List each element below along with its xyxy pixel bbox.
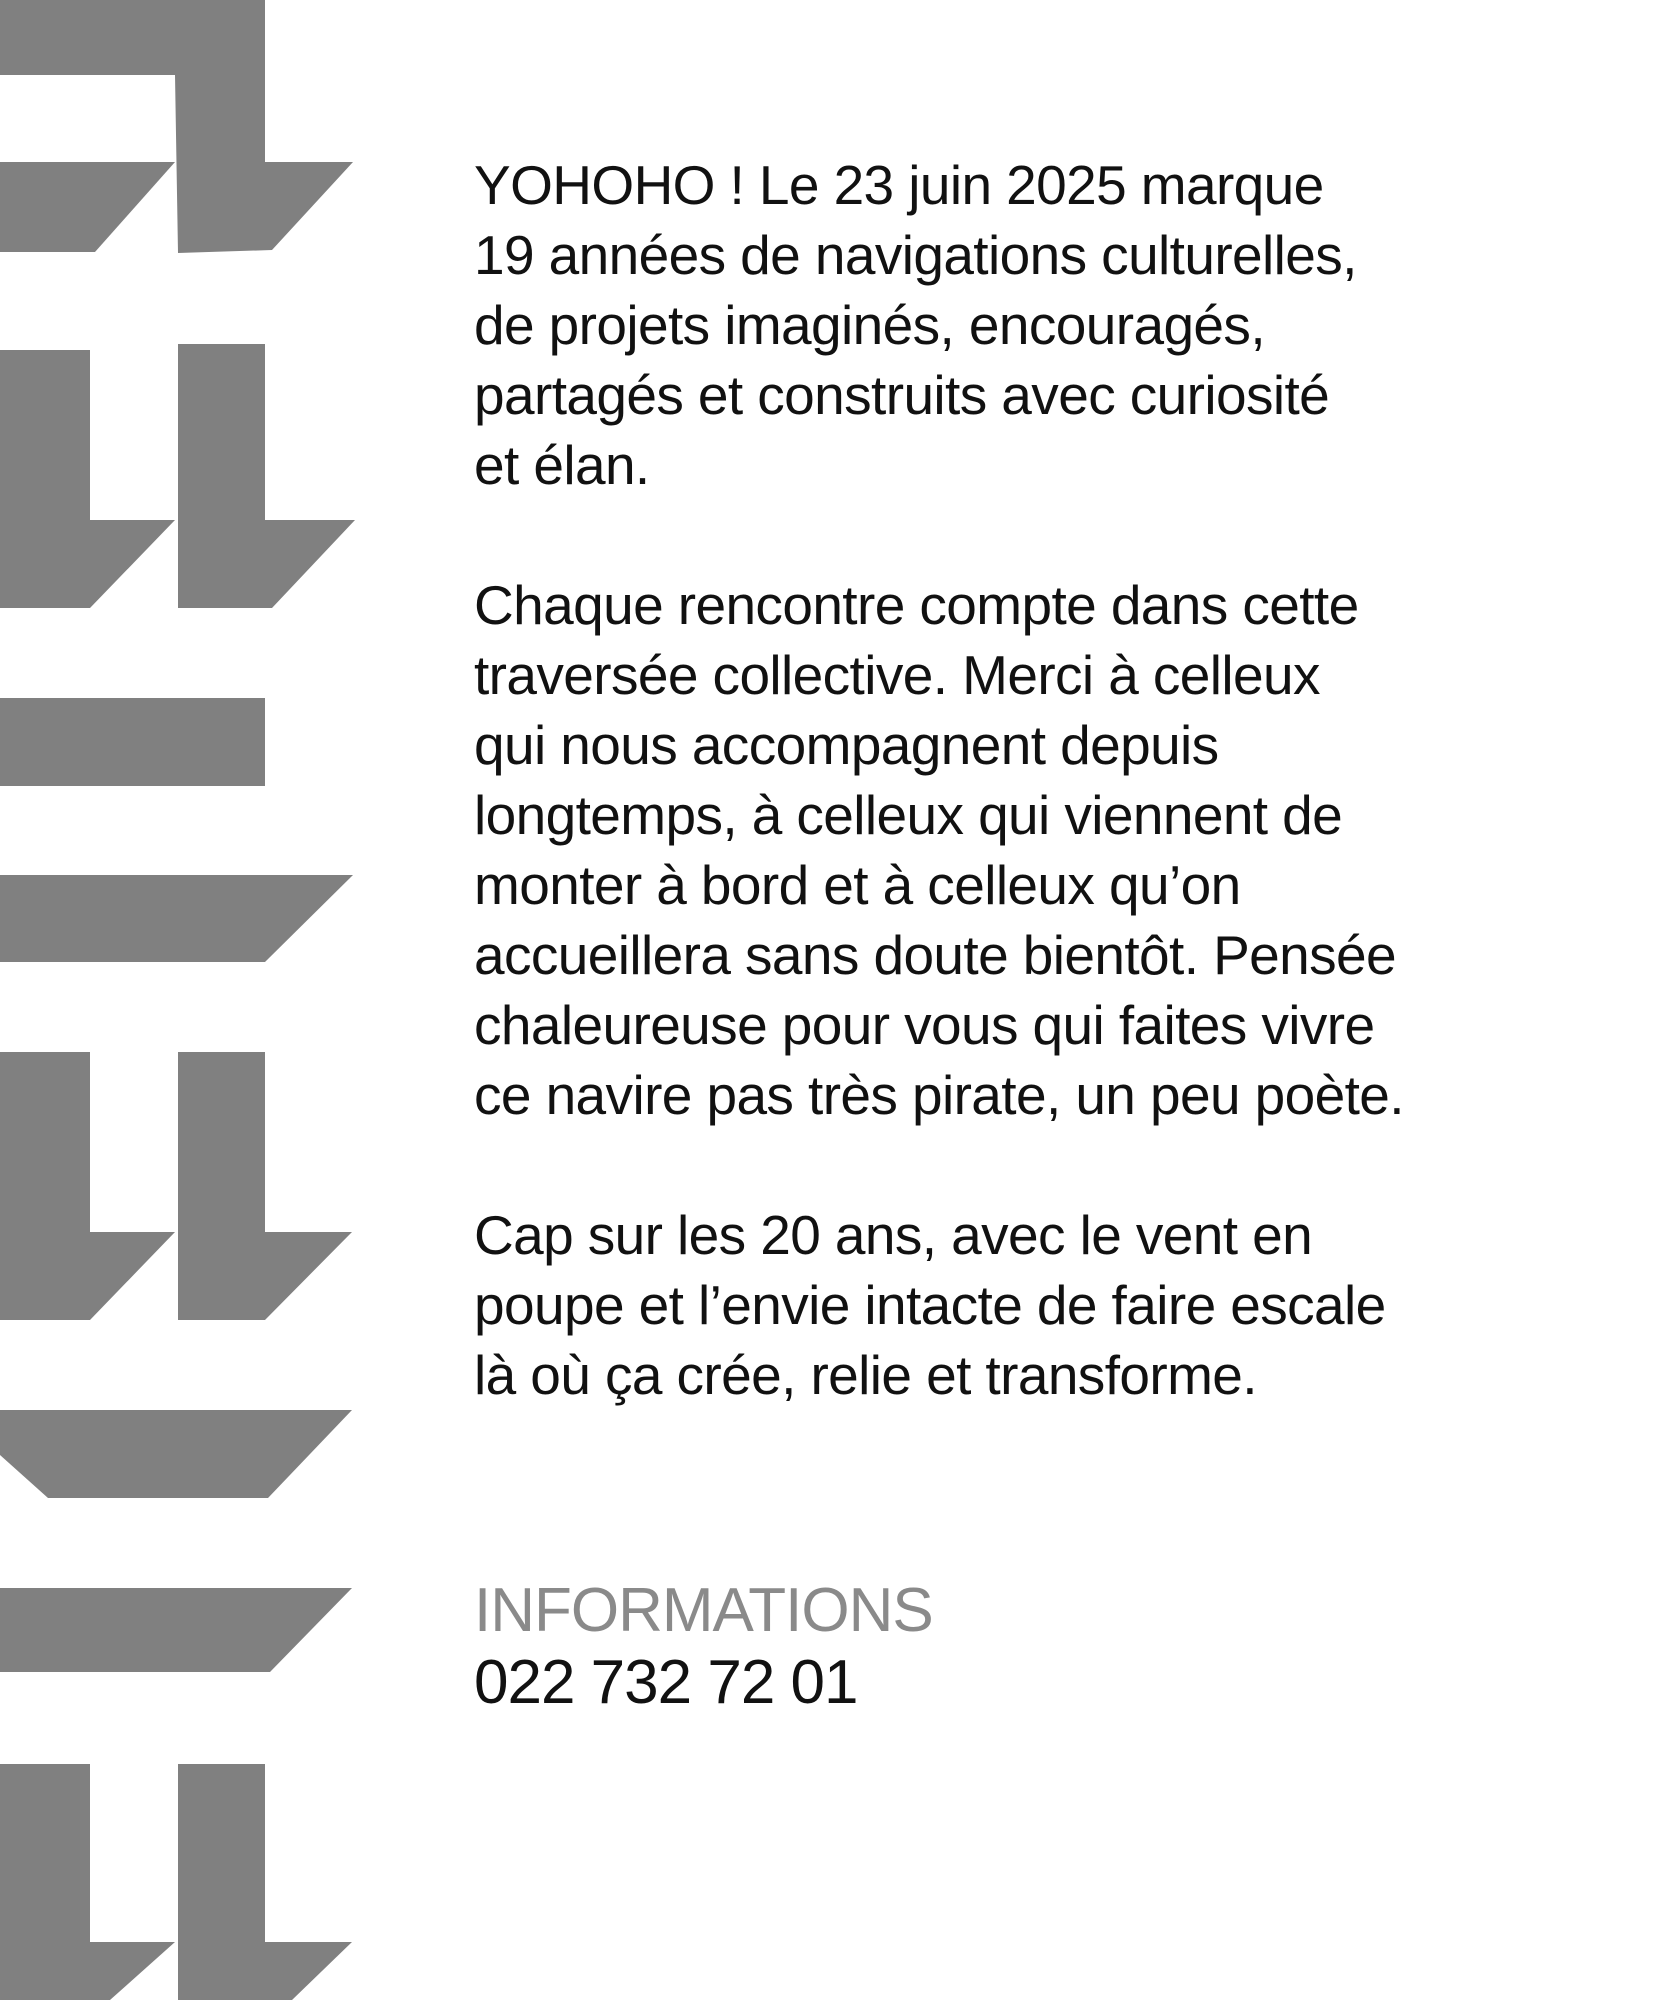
decor-shape: [178, 1052, 352, 1320]
contact-info: [474, 1575, 933, 1719]
decor-shape: [0, 1410, 352, 1498]
phone-number: 022 732 72 01: [474, 1648, 858, 1717]
paragraph-outlook: Cap sur les 20 ans, avec le vent en poupe et l’envie intacte de faire escale là où ça crée, relie et transforme.: [474, 1204, 1386, 1406]
decor-shape: [178, 1764, 352, 2000]
decor-shape: [0, 1588, 352, 1672]
decor-shape: [0, 875, 353, 962]
paragraph-anniversary: YOHOHO ! Le 23 juin 2025 marque 19 années de navigations culturelles, de projets imaginés, encouragés, partagés et construits avec curiosité et élan.: [474, 154, 1357, 496]
info-label: INFORMATIONS: [474, 1576, 933, 1645]
paragraph-thanks: Chaque rencontre compte dans cette traversée collective. Merci à celleux qui nous accompagnent depuis longtemps, à celleux qui viennent de monter à bord et à celleux qu’on accueillera sans doute bientôt. Pensée chaleureuse pour vous qui faites vivre ce navire pas très pirate, un peu poète.: [474, 574, 1404, 1126]
decor-shape: [0, 698, 265, 786]
decor-shape: [0, 1052, 175, 1320]
decor-shape: [0, 1764, 175, 2000]
message-body: [474, 150, 1624, 1410]
decorative-logo-shapes: [0, 0, 360, 2000]
decor-shape: [178, 344, 355, 608]
decor-shape: [0, 350, 175, 608]
decor-shape: [0, 162, 175, 252]
